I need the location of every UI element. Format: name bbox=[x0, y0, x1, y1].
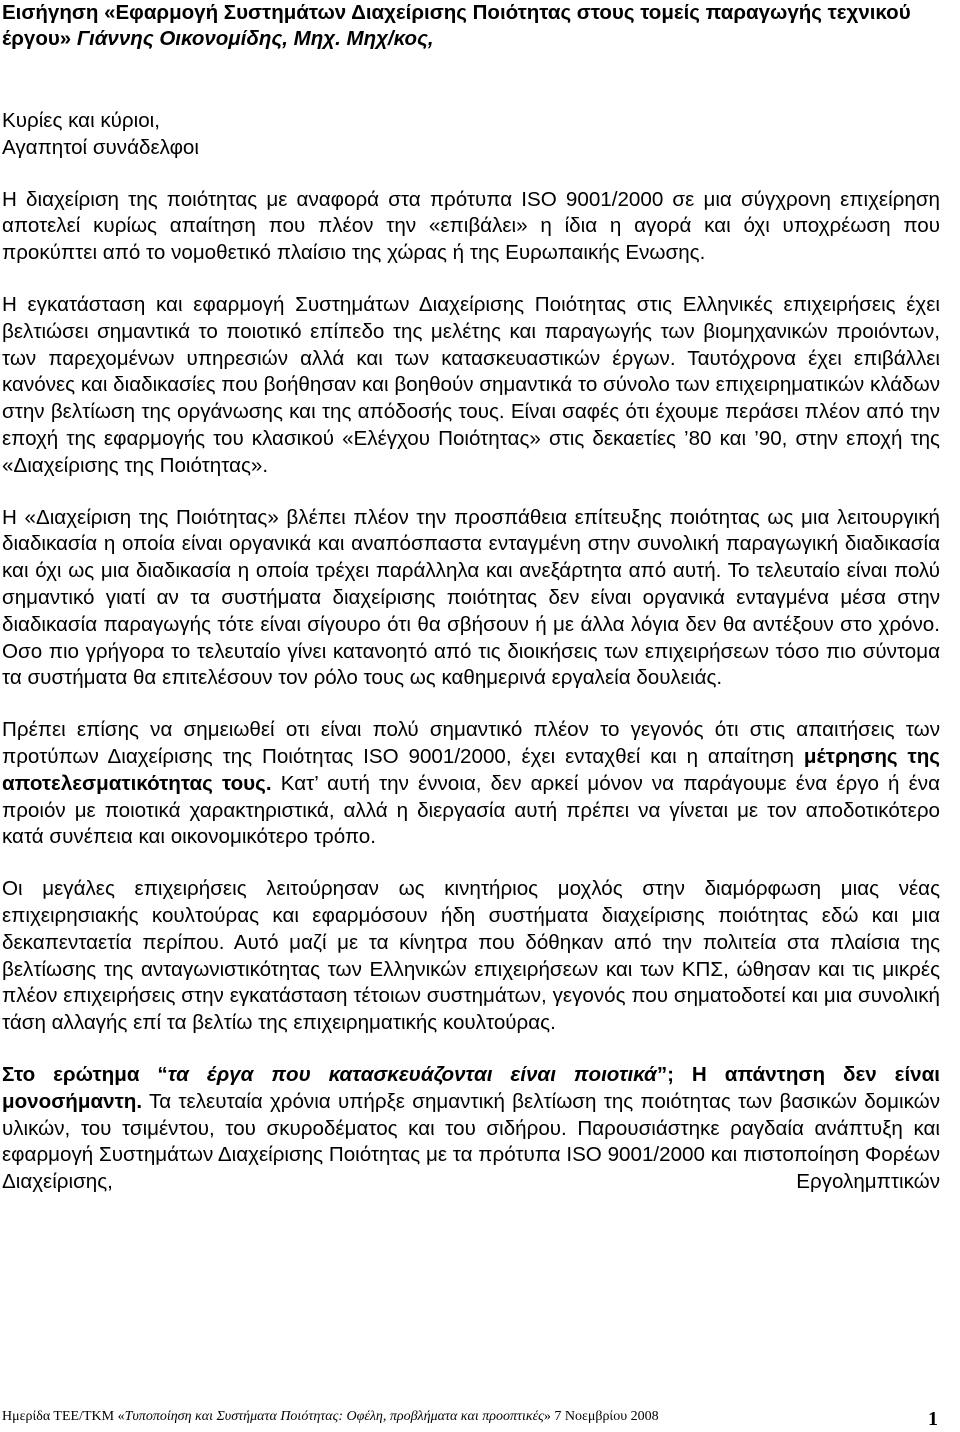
paragraph-5: Οι μεγάλες επιχειρήσεις λειτούρησαν ως κινητήριος μοχλός στην διαμόρφωση μιας νέας επιχειρησιακής κουλτούρας και εφαρμόσουν ήδη συστήματα διαχείρισης ποιότητας εδώ και μια δεκαπενταετία περίπου. Αυτό μαζί με τα κίνητρα που δόθηκαν από την πολιτεία στα πλαίσια της βελτίωσης της ανταγωνιστικότητας των Ελληνικών επιχειρήσεων και των ΚΠΣ, ώθησαν και τις μικρές πλέον επιχειρήσεις στην εγκατάσταση τέτοιων συστημάτων, γεγονός που σηματοδοτεί και μια συνολική τάση αλλαγής επί τα βελτίω της επιχειρηματικής κουλτούρας. bbox=[2, 877, 940, 1035]
document-title bbox=[2, 0, 958, 52]
salutation-line-2: Αγαπητοί συνάδελφοι bbox=[2, 135, 199, 159]
paragraph-2: Η εγκατάσταση και εφαρμογή Συστημάτων Διαχείρισης Ποιότητας στις Ελληνικές επιχειρήσεις έχει βελτιώσει σημαντικά το ποιοτικό επίπεδο της μελέτης και παραγωγής των βιομηχανικών προιόντων, των παρεχομένων υπηρεσιών αλλά και των κατασκευαστικών έργων. Ταυτόχρονα έχει επιβάλλει κανόνες και διαδικασίες που βοήθησαν και βοηθούν σημαντικά το σύνολο των επιχειρηματικών κλάδων στην βελτίωση της οργάνωσης και της απόδοσής τους. Είναι σαφές ότι έχουμε περάσει πλέον από την εποχή της εφαρμογής του κλασικού «Ελέγχου Ποιότητας» στις δεκαετίες ’80 και ’90, στην εποχή της «Διαχείρισης της Ποιότητας». bbox=[2, 292, 940, 477]
paragraph-4-start: Πρέπει επίσης να σημειωθεί οτι είναι πολύ σημαντικό πλέον το γεγονός ότι στις απαιτήσεις των προτύπων Διαχείρισης της Ποιότητας ISO 9001/2000, έχει ενταχθεί και η απαίτηση bbox=[2, 718, 940, 768]
document-body bbox=[2, 108, 940, 1221]
title-prefix: Εισήγηση «Εφαρμογή Συστημάτων Διαχείρισης Ποιότητας στους τομείς παραγωγής τεχνικού έργου» bbox=[2, 1, 911, 50]
title-author: Γιάννης Οικονομίδης, Μηχ. Μηχ/κος, bbox=[71, 27, 434, 50]
question-quote: τα έργα που κατασκευάζονται είναι ποιοτικά bbox=[167, 1062, 657, 1086]
page-number: 1 bbox=[928, 1408, 938, 1430]
page-footer bbox=[2, 1408, 942, 1426]
question-answer: ”; Η απάντηση δεν είναι μονοσήμαντη. bbox=[2, 1062, 941, 1113]
footer-text-end: » 7 Νοεμβρίου 2008 bbox=[543, 1409, 659, 1424]
paragraph-6-rest: Τα τελευταία χρόνια υπήρξε σημαντική βελτίωση της ποιότητας των βασικών δομικών υλικών, του τσιμέντου, του σκυροδέματος και του σιδήρου. Παρουσιάστηκε ραγδαία ανάπτυξη και εφαρμογή Συστημάτων Διαχείρισης Ποιότητας με τα πρότυπα ISO 9001/2000 και πιστοποίηση Φορέων Διαχείρισης, Εργολημπτικών bbox=[2, 1089, 940, 1194]
paragraph-6 bbox=[2, 1062, 940, 1196]
paragraph-4-emphasis: μέτρησης της αποτελεσματικότητας τους. bbox=[2, 744, 940, 795]
footer-text-start: Ημερίδα ΤΕΕ/ΤΚΜ « bbox=[2, 1409, 125, 1424]
question-start: Στο ερώτημα “ bbox=[2, 1062, 168, 1086]
footer-event-title: Τυποποίηση και Συστήματα Ποιότητας: Οφέλη, προβλήματα και προοπτικές bbox=[124, 1409, 544, 1424]
paragraph-4 bbox=[2, 717, 940, 851]
paragraph-3: Η «Διαχείριση της Ποιότητας» βλέπει πλέον την προσπάθεια επίτευξης ποιότητας ως μια λειτουργική διαδικασία η οποία είναι οργανικά και αναπόσπαστα ενταγμένη στην συνολική παραγωγική διαδικασία και όχι ως μια διαδικασία η οποία τρέχει παράλληλα και ανεξάρτητα από αυτή. Το τελευταίο είναι πολύ σημαντικό γιατί αν τα συστήματα διαχείρισης ποιότητας δεν είναι οργανικά ενταγμένα μέσα στην διαδικασία παραγωγής τότε είναι σίγουρο ότι θα σβήσουν ή με άλλα λόγια δεν θα αντέξουν στο χρόνο. Οσο πιο γρήγορα το τελευταίο γίνει κατανοητό από τις διοικήσεις των επιχειρήσεων τόσο πιο σύντομα τα συστήματα θα επιτελέσουν τον ρόλο τους ως καθημερινά εργαλεία δουλειάς. bbox=[2, 505, 940, 690]
paragraph-1: Η διαχείριση της ποιότητας με αναφορά στα πρότυπα ISO 9001/2000 σε μια σύγχρονη επιχείρηση αποτελεί κυρίως απαίτηση που πλέον την «επιβάλει» η ίδια η αγορά και όχι υποχρέωση που προκύπτει από το νομοθετικό πλαίσιο της χώρας ή της Ευρωπαικής Ενωσης. bbox=[2, 187, 940, 265]
paragraph-4-end: Κατ’ αυτή την έννοια, δεν αρκεί μόνον να παράγουμε ένα έργο ή ένα προιόν με ποιοτικά χαρακτηριστικά, αλλά η διεργασία αυτή πρέπει να γίνεται με τον αποδοτικότερο κατά συνέπεια και οικονομικότερο τρόπο. bbox=[2, 771, 940, 849]
salutation-line-1: Κυρίες και κύριοι, bbox=[2, 109, 160, 132]
salutation bbox=[2, 108, 940, 162]
